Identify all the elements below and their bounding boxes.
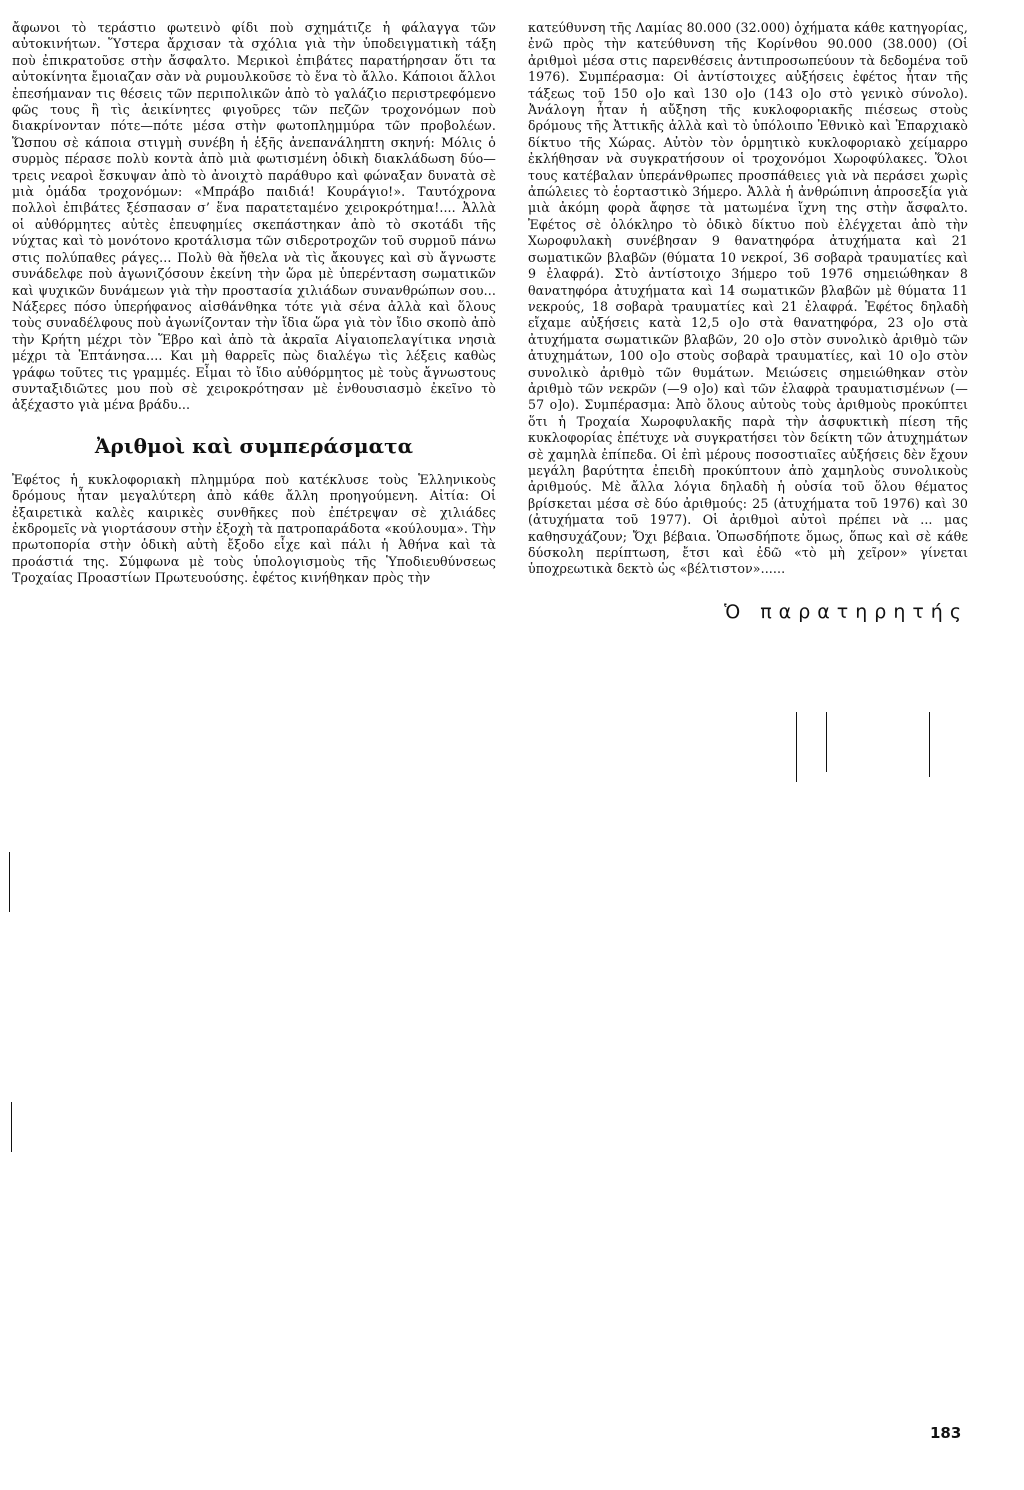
vertical-rule — [929, 712, 930, 777]
left-column — [12, 20, 496, 587]
author-signature: Ὁ παρατηρητής — [724, 600, 968, 623]
left-paragraph-2: Ἐφέτος ἡ κυκλοφοριακὴ πλημμύρα ποὺ κατέκλυσε τοὺς Ἑλληνικοὺς δρόμους ἦταν μεγαλύτερη ἀπὸ κάθε ἄλλη προηγούμενη. Αἰτία: Οἱ ἐξαιρετικὰ καλὲς καιρικὲς συνθῆκες ποὺ ἐπέτρεψαν σὲ χιλιάδες ἐκδρομεῖς νὰ γιορτάσουν στὴν ἐξοχὴ τὰ πατροπαράδοτα «κούλουμα». Τὴν πρωτοπορία στὴν ὁδικὴ αὐτὴ ἔξοδο εἶχε καὶ πάλι ἡ Ἀθήνα καὶ τὰ προάστιά της. Σύμφωνα μὲ τοὺς ὑπολογισμοὺς τῆς Ὑποδιευθύνσεως Τροχαίας Προαστίων Πρωτευούσης. ἐφέτος κινήθηκαν πρὸς τὴν — [12, 471, 496, 586]
vertical-rule — [11, 1102, 12, 1152]
vertical-rule — [9, 852, 10, 912]
vertical-rule — [796, 712, 797, 782]
page-number: 183 — [930, 1424, 962, 1442]
section-heading: Ἀριθμοὶ καὶ συμπεράσματα — [94, 433, 414, 458]
vertical-rule — [826, 712, 827, 772]
left-paragraph-1: ἄφωνοι τὸ τεράστιο φωτεινὸ φίδι ποὺ σχημάτιζε ἡ φάλαγγα τῶν αὐτοκινήτων. Ὕστερα ἄρχισαν τὰ σχόλια γιὰ τὴν ὑποδειγματικὴ τάξη ποὺ ἐπικρατοῦσε στὴν ἄσφαλτο. Μερικοὶ ἐπιβάτες παρατήρησαν ὅτι τα αὐτοκίνητα ἔμοιαζαν σὰν νὰ ρυμουλκοῦσε τὸ ἕνα τὸ ἄλλο. Κάποιοι ἄλλοι ἐπεσήμαναν τις θέσεις τῶν περιπολικῶν ἀπὸ τὸ γαλάζιο περιστρεφόμενο φῶς τους ἢ τὶς ἀεικίνητες φιγοῦρες τῶν πεζῶν τροχονόμων ποὺ διακρίνονταν πότε—πότε μέσα στὴν φωτοπλημμύρα τῶν προβολέων. Ὥσπου σὲ κάποια στιγμὴ συνέβη ἡ ἑξῆς ἀνεπανάληπτη σκηνή: Μόλις ὁ συρμὸς πέρασε πολὺ κοντὰ ἀπὸ μιὰ φωτισμένη ὁδικὴ διακλάδωση δύο—τρεις νεαροὶ ἔσκυψαν ἀπὸ τὸ ἀνοιχτὸ παράθυρο καὶ φώναξαν δυνατὰ σὲ μιὰ ὁμάδα τροχονόμων: «Μπράβο παιδιά! Κουράγιο!». Ταυτόχρονα πολλοὶ ἐπιβάτες ξέσπασαν σ’ ἕνα παρατεταμένο χειροκρότημα!.... Ἀλλὰ οἱ αὐθόρμητες αὐτὲς ἐπευφημίες σκεπάστηκαν ἀπὸ τὸ σκοτάδι τῆς νύχτας καὶ τὸ μονότονο κροτάλισμα τῶν σιδεροτροχῶν τοῦ συρμοῦ πάνω στις πολύπαθες ράγες... Πολὺ θὰ ἤθελα νὰ τὶς ἄκουγες καὶ σὺ ἄγνωστε συνάδελφε ποὺ ἀγωνιζόσουν ἐκείνη τὴν ὥρα μὲ ὑπερένταση σωματικῶν καὶ ψυχικῶν δυνάμεων γιὰ τὴν προστασία χιλιάδων συνανθρώπων σου... Νάξερες πόσο ὑπερήφανος αἰσθάνθηκα τότε γιὰ σένα ἀλλὰ καὶ ὅλους τοὺς συναδέλφους ποὺ ἀγωνίζονταν τὴν ἴδια ὥρα γιὰ τὸν ἴδιο σκοπὸ ἀπὸ τὴν Κρήτη μέχρι τὸν Ἕβρο καὶ ἀπὸ τὰ ἀκραῖα Αἰγαιοπελαγίτικα νησιὰ μέχρι τὰ Ἑπτάνησα.... Και μὴ θαρρεῖς πὼς διαλέγω τὶς λέξεις καθὼς γράφω τοῦτες τις γραμμές. Εἶμαι τὸ ἴδιο αὐθόρμητος μὲ τοὺς ἄγνωστους συνταξιδιῶτες μου ποὺ σὲ χειροκρότησαν μὲ ἐνθουσιασμὸ ἐκεῖνο τὸ ἀξέχαστο γιὰ μένα βράδυ... — [12, 20, 496, 413]
right-column — [528, 20, 968, 623]
right-paragraph-1: κατεύθυνση τῆς Λαμίας 80.000 (32.000) ὀχήματα κάθε κατηγορίας, ἐνῶ πρὸς τὴν κατεύθυνση τῆς Κορίνθου 90.000 (38.000) (Οἱ ἀριθμοὶ μέσα στις παρενθέσεις ἀντιπροσωπεύουν τὰ δεδομένα τοῦ 1976). Συμπέρασμα: Οἱ ἀντίστοιχες αὐξήσεις ἐφέτος ἦταν τῆς τάξεως τοῦ 150 ο]ο καὶ 130 ο]ο (143 ο]ο στὸ γενικὸ σύνολο). Ἀνάλογη ἦταν ἡ αὔξηση τῆς κυκλοφοριακῆς πιέσεως στοὺς δρόμους τῆς Ἀττικῆς ἀλλὰ καὶ τὸ ὑπόλοιπο Ἐθνικὸ καὶ Ἐπαρχιακὸ δίκτυο τῆς Χώρας. Αὐτὸν τὸν ὁρμητικὸ κυκλοφοριακὸ χείμαρρο ἐκλήθησαν νὰ συγκρατήσουν οἱ τροχονόμοι Χωροφύλακες. Ὅλοι τους κατέβαλαν ὑπεράνθρωπες προσπάθειες γιὰ νὰ περάσει χωρὶς ἀπώλειες τὸ ἑορταστικὸ 3ήμερο. Ἀλλὰ ἡ ἀνθρώπινη ἀπροσεξία γιὰ μιὰ ἀκόμη φορὰ ἄφησε τὰ ματωμένα ἴχνη της στὴν ἄσφαλτο. Ἐφέτος σὲ ὁλόκληρο τὸ ὁδικὸ δίκτυο ποὺ ἐλέγχεται ἀπὸ τὴν Χωροφυλακὴ συνέβησαν 9 θανατηφόρα ἀτυχήματα καὶ 21 σωματικῶν βλαβῶν (θύματα 10 νεκροί, 36 σοβαρὰ τραυματίες καὶ 9 ἐλαφρά). Στὸ ἀντίστοιχο 3ήμερο τοῦ 1976 σημειώθηκαν 8 θανατηφόρα ἀτυχήματα καὶ 14 σωματικῶν βλαβῶν μὲ θύματα 11 νεκρούς, 18 σοβαρὰ τραυματίες καὶ 21 ἐλαφρά. Ἐφέτος δηλαδὴ εἴχαμε αὐξήσεις κατὰ 12,5 ο]ο στὰ θανατηφόρα, 23 ο]ο στὰ ἀτυχήματα σωματικῶν βλαβῶν, 20 ο]ο στὸν συνολικὸ ἀριθμὸ τῶν ἀτυχημάτων, 100 ο]ο στοὺς σοβαρὰ τραυματίες, καὶ 10 ο]ο στὸν συνολικὸ ἀριθμὸ τῶν θυμάτων. Μειώσεις σημειώθηκαν στὸν ἀριθμὸ τῶν νεκρῶν (—9 ο]ο) καὶ τῶν ἐλαφρὰ τραυματισμένων (—57 ο]ο). Συμπέρασμα: Ἀπὸ ὅλους αὐτοὺς τοὺς ἀριθμοὺς προκύπτει ὅτι ἡ Τροχαία Χωροφυλακῆς παρὰ τὴν ἀσφυκτικὴ πίεση τῆς κυκλοφορίας ἐπέτυχε νὰ συγκρατήσει τὸν δείκτη τῶν ἀτυχημάτων σὲ χαμηλὰ ἐπίπεδα. Οἱ ἐπὶ μέρους ποσοστιαῖες αὐξήσεις δὲν ἔχουν μεγάλη βαρύτητα ἐπειδὴ προκύπτουν ἀπὸ χαμηλοὺς συνολικοὺς ἀριθμούς. Μὲ ἄλλα λόγια δηλαδὴ ἡ οὐσία τοῦ ὅλου θέματος βρίσκεται μέσα σὲ δύο ἀριθμούς: 25 (ἀτυχήματα τοῦ 1976) καὶ 30 (ἀτυχήματα τοῦ 1977). Οἱ ἀριθμοὶ αὐτοὶ πρέπει νὰ ... μας καθησυχάζουν; Ὄχι βέβαια. Ὁπωσδήποτε ὅμως, ὅπως καὶ σὲ κάθε δύσκολη περίπτωση, ἔτσι καὶ ἐδῶ «τὸ μὴ χεῖρον» γίνεται ὑποχρεωτικὰ δεκτὸ ὡς «βέλτιστον»...... — [528, 20, 968, 577]
